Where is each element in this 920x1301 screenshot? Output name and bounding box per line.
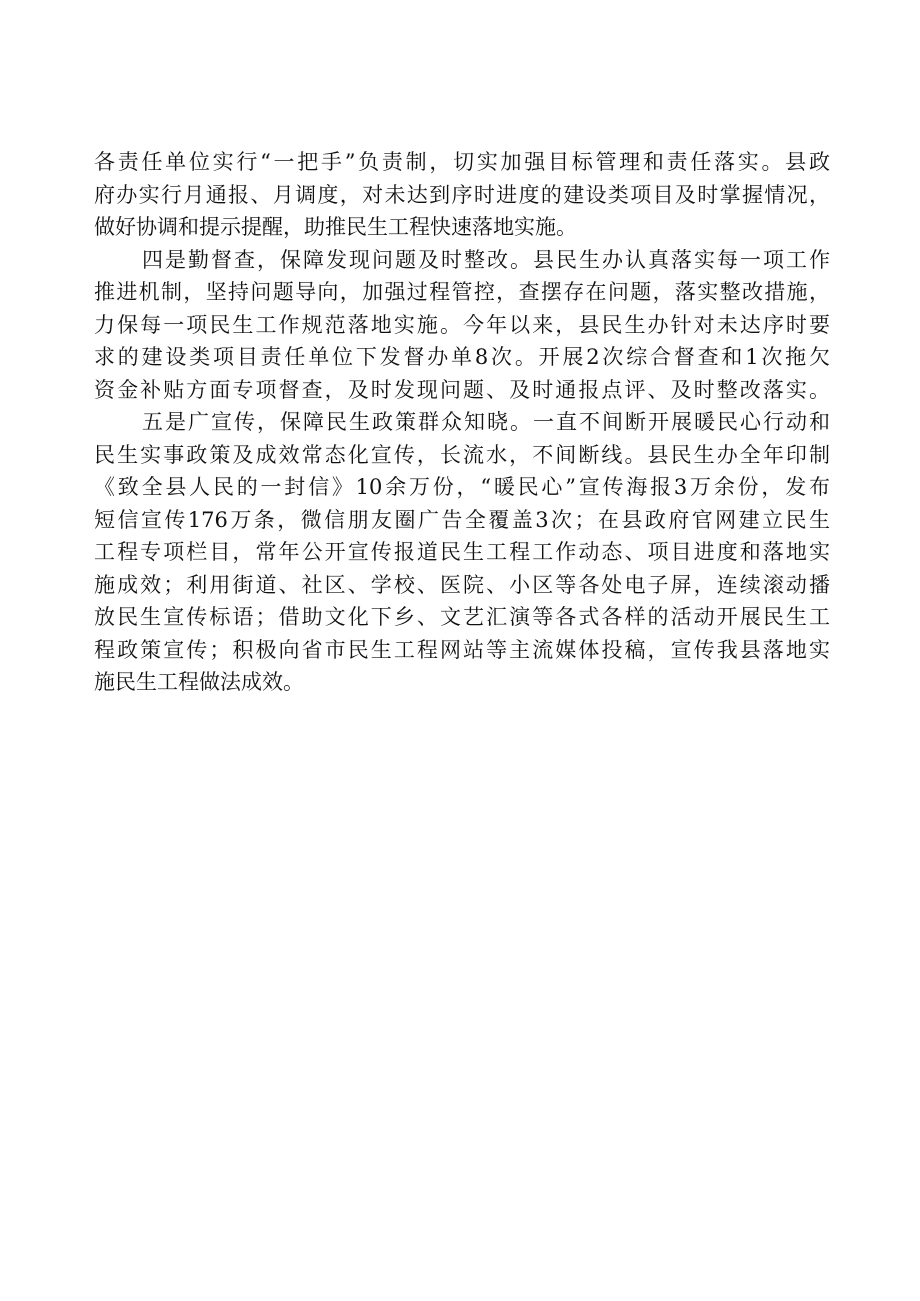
- paragraph-line: 程政策宣传；积极向省市民生工程网站等主流媒体投稿，宣传我县落地实: [94, 637, 830, 662]
- paragraph-line: 各责任单位实行“一把手”负责制，切实加强目标管理和责任落实。县政: [94, 150, 830, 174]
- paragraph-line: 求的建设类项目责任单位下发督办单8次。开展2次综合督查和1次拖欠: [94, 345, 830, 369]
- paragraph-line: 施民生工程做法成效。: [94, 670, 304, 694]
- paragraph-3: [94, 406, 830, 699]
- paragraph-2: [94, 244, 830, 407]
- paragraph-line: 工程专项栏目，常年公开宣传报道民生工程工作动态、项目进度和落地实: [94, 540, 830, 564]
- paragraph-line: 做好协调和提示提醒，助推民生工程快速落地实施。: [94, 215, 577, 239]
- paragraph-line: 府办实行月通报、月调度，对未达到序时进度的建设类项目及时掌握情况，: [94, 182, 830, 207]
- paragraph-1: [94, 146, 830, 244]
- paragraph-line: 施成效；利用街道、社区、学校、医院、小区等各处电子屏，连续滚动播: [94, 572, 830, 597]
- paragraph-line: 民生实事政策及成效常态化宣传，长流水，不间断线。县民生办全年印制: [94, 442, 830, 467]
- paragraph-line: 《致全县人民的一封信》10余万份，“暖民心”宣传海报3万余份，发布: [94, 475, 830, 499]
- paragraph-line: 四是勤督查，保障发现问题及时整改。县民生办认真落实每一项工作: [142, 247, 830, 272]
- paragraph-line: 力保每一项民生工作规范落地实施。今年以来，县民生办针对未达序时要: [94, 312, 830, 337]
- paragraph-line: 短信宣传176万条，微信朋友圈广告全覆盖3次；在县政府官网建立民生: [94, 507, 830, 532]
- document-body: [94, 146, 830, 699]
- paragraph-line: 推进机制，坚持问题导向，加强过程管控，查摆存在问题，落实整改措施，: [94, 280, 830, 304]
- paragraph-line: 资金补贴方面专项督查，及时发现问题、及时通报点评、及时整改落实。: [94, 377, 830, 402]
- paragraph-line: 五是广宣传，保障民生政策群众知晓。一直不间断开展暖民心行动和: [142, 410, 830, 434]
- paragraph-line: 放民生宣传标语；借助文化下乡、文艺汇演等各式各样的活动开展民生工: [94, 605, 830, 629]
